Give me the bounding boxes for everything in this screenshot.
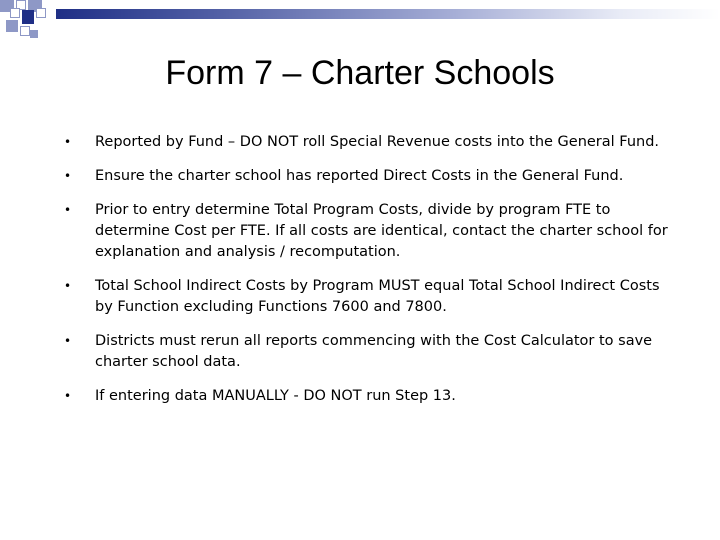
decor-square bbox=[22, 10, 34, 24]
bullet-item bbox=[58, 386, 678, 407]
decor-square bbox=[6, 20, 18, 32]
bullet-icon: • bbox=[64, 203, 72, 217]
bullet-icon: • bbox=[64, 389, 72, 403]
bullet-text: Total School Indirect Costs by Program MUST equal Total School Indirect Costs by Function excluding Functions 7600 and 7800. bbox=[95, 278, 660, 315]
bullet-item bbox=[58, 276, 678, 318]
decor-square bbox=[20, 26, 30, 36]
bullet-item bbox=[58, 166, 678, 187]
bullet-item bbox=[58, 132, 678, 153]
bullet-text: Reported by Fund – DO NOT roll Special Revenue costs into the General Fund. bbox=[95, 134, 660, 150]
bullet-item bbox=[58, 200, 678, 263]
bullet-text: Districts must rerun all reports commencing with the Cost Calculator to save charter school data. bbox=[95, 333, 653, 370]
bullet-text: Prior to entry determine Total Program Costs, divide by program FTE to determine Cost per FTE. If all costs are identical, contact the charter school for explanation and analysis / recomputation. bbox=[95, 202, 668, 260]
bullet-item bbox=[58, 331, 678, 373]
top-gradient-bar bbox=[56, 9, 720, 19]
decor-square bbox=[10, 8, 20, 18]
slide-title: Form 7 – Charter Schools bbox=[165, 54, 555, 92]
bullet-icon: • bbox=[64, 334, 72, 348]
bullet-text: Ensure the charter school has reported Direct Costs in the General Fund. bbox=[95, 168, 624, 184]
bullet-icon: • bbox=[64, 279, 72, 293]
decor-square bbox=[30, 30, 38, 38]
bullet-list bbox=[58, 132, 678, 407]
bullet-text: If entering data MANUALLY - DO NOT run Step 13. bbox=[95, 388, 456, 404]
bullet-icon: • bbox=[64, 135, 72, 149]
decor-square bbox=[36, 8, 46, 18]
bullet-icon: • bbox=[64, 169, 72, 183]
